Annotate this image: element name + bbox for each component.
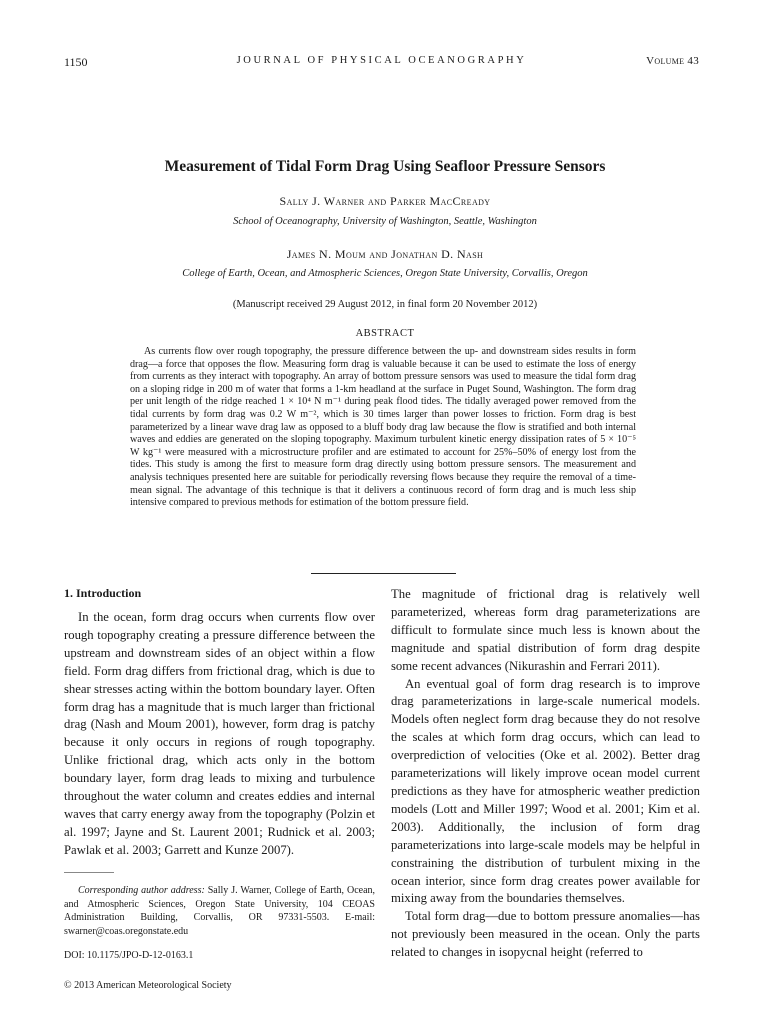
- abstract-heading: ABSTRACT: [355, 328, 415, 339]
- page-number: 1150: [64, 55, 88, 69]
- author-line-1: Sally J. Warner and Parker MacCready: [279, 194, 491, 208]
- abstract-text: As currents flow over rough topography, the pressure difference between the up- and downstream sides results in form drag—a force that opposes the flow. Measuring form drag is valuable because it can be used to estimate the loss of energy from currents as they interact with topography. An array of bottom pressure sensors was used to measure the tidal form drag on a sloping ridge in 200 m of water that forms a 1-km headland at the surface in Puget Sound, Washington. The form drag per unit length of the ridge reached 1 × 10⁴ N m⁻¹ during peak flood tides. The tidally averaged power removed from the tidal currents by form drag was 0.2 W m⁻², which is 30 times larger than power losses to friction. Form drag is best parameterized by a linear wave drag law as opposed to a bluff body drag law because the flow is stratified and both internal waves and eddies are generated on the sloping topography. Maximum turbulent kinetic energy dissipation rates of 5 × 10⁻⁵ W kg⁻¹ were measured with a microstructure profiler and are estimated to account for 25%–50% of energy lost from the tides. This study is among the first to measure form drag directly using bottom pressure sensors. The measurement and analysis techniques presented here are suitable for periodically reversing flows because they require the removal of a time-mean signal. The advantage of this technique is that it delivers a continuous record of form drag and is much less ship intensive compared to previous methods for estimation of the bottom pressure field.: [130, 346, 636, 509]
- body-paragraph: The magnitude of frictional drag is relatively well parameterized, whereas form drag parameterizations are difficult to formulate since much less is known about the magnitude and spatial distribution of form drag despite some recent advances (Nikurashin and Ferrari 2011).: [391, 587, 700, 673]
- manuscript-dates: (Manuscript received 29 August 2012, in final form 20 November 2012): [232, 299, 538, 310]
- footnote-label: Corresponding author address:: [78, 885, 205, 896]
- corresponding-author-footnote: [64, 884, 375, 938]
- copyright-line: © 2013 American Meteorological Society: [64, 980, 232, 991]
- author-line-2: James N. Moum and Jonathan D. Nash: [286, 247, 484, 261]
- body-paragraph: An eventual goal of form drag research is to improve drag parameterizations in large-scale numerical models. Models often neglect form drag because they do not resolve the scales at which form drag occurs, which can lead to overprediction of velocities (Oke et al. 2002). Better drag parameterizations will likely improve ocean model current predictions as they have for atmospheric weather prediction models (Lott and Miller 1997; Wood et al. 2001; Kim et al. 2003). Additionally, the inclusion of form drag parameterizations into large-scale models may be helpful in constraining the distribution of turbulent mixing in the ocean interior, since form drag creates power available for mixing away from the boundaries themselves.: [391, 676, 700, 906]
- paper-title: Measurement of Tidal Form Drag Using Seafloor Pressure Sensors: [164, 158, 606, 175]
- volume-label: Volume 43: [646, 55, 699, 67]
- affiliation-1: School of Oceanography, University of Washington, Seattle, Washington: [233, 216, 537, 227]
- right-column: [391, 586, 700, 962]
- footnote-text: Sally J. Warner, College of Earth, Ocean, and Atmospheric Sciences, Oregon State University, 104 CEOAS Administration Building, Corvallis, OR 97331-5503. E-mail: swarner@coas.oregonstate.edu: [64, 885, 376, 937]
- body-paragraph: In the ocean, form drag occurs when currents flow over rough topography creating a pressure difference between the upstream and downstream sides of an object within a flow field. Form drag differs from frictional drag, which is due to shear stresses acting within the bottom boundary layer. Often form drag has a magnitude that is much larger than frictional drag (Nash and Moum 2001), however, form drag is patchy because it only occurs in regions of rough topography. Unlike frictional drag, which acts only in the bottom boundary layer, form drag leads to mixing and turbulence throughout the water column and creates eddies and internal waves that carry energy away from the topography (Polzin et al. 1997; Jayne and St. Laurent 2001; Rudnick et al. 2003; Pawlak et al. 2003; Garrett and Kunze 2007).: [64, 610, 375, 857]
- footnote-rule: [64, 872, 114, 873]
- left-column: [64, 586, 375, 860]
- section-divider: [311, 573, 456, 574]
- running-header: [64, 55, 699, 71]
- journal-name: JOURNAL OF PHYSICAL OCEANOGRAPHY: [236, 55, 527, 66]
- affiliation-2: College of Earth, Ocean, and Atmospheric Sciences, Oregon State University, Corvallis, Oregon: [182, 268, 588, 279]
- section-heading-introduction: 1. Introduction: [64, 586, 142, 600]
- body-paragraph: Total form drag—due to bottom pressure anomalies—has not previously been measured in the ocean. Only the parts related to changes in isopycnal height (referred to: [391, 909, 700, 960]
- doi-line: DOI: 10.1175/JPO-D-12-0163.1: [64, 950, 194, 961]
